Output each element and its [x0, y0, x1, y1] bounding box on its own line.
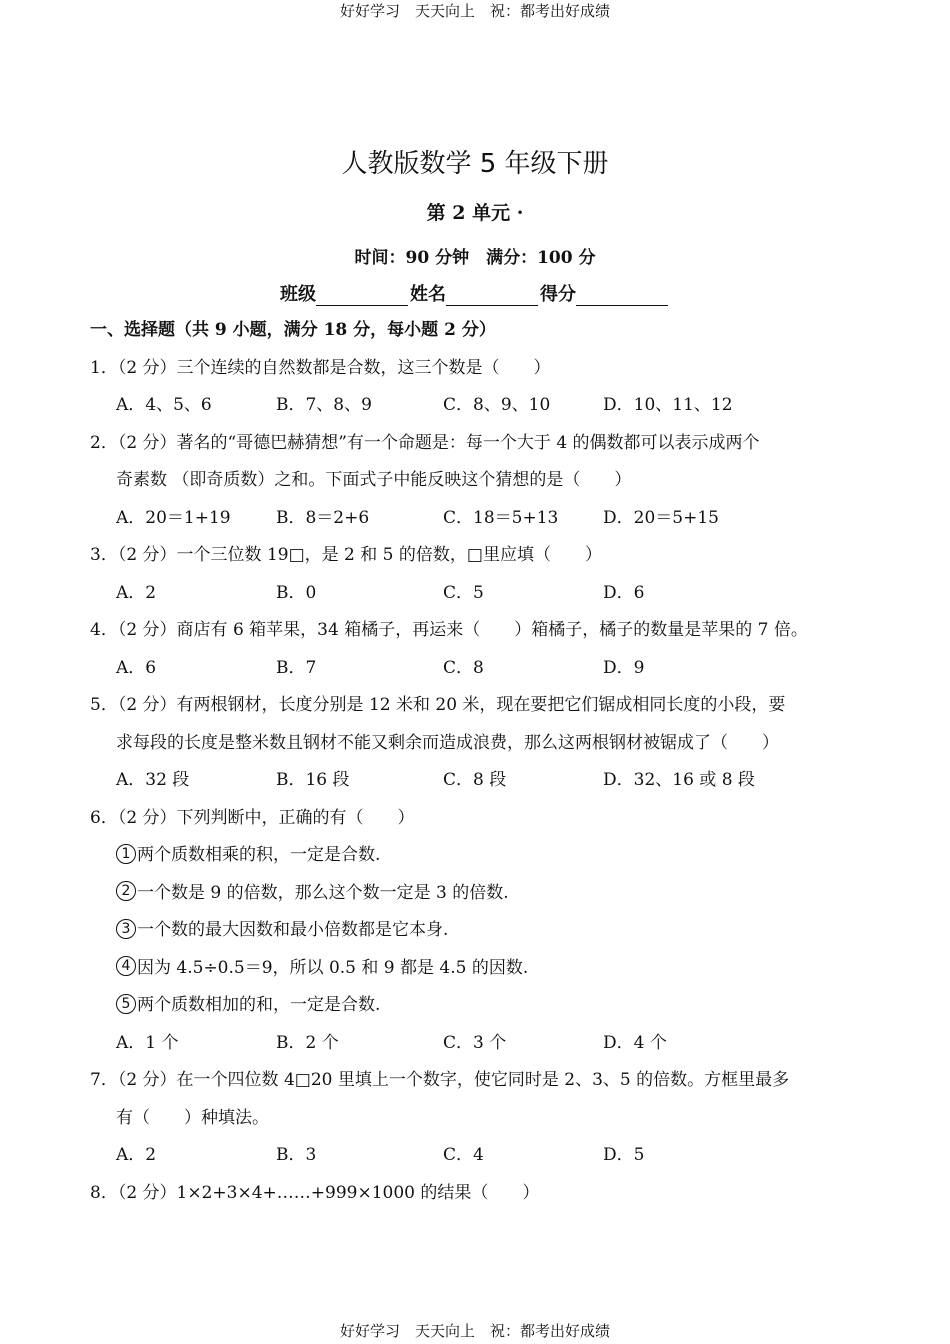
- option-a: A．1 个: [116, 1032, 179, 1053]
- statement-text: 两个质数相乘的积，一定是合数.: [137, 845, 381, 865]
- score-label: 得分: [540, 284, 576, 305]
- statement-5: [90, 990, 870, 1028]
- option-c: C．3 个: [443, 1032, 507, 1053]
- option-c: C．5: [443, 582, 484, 603]
- option-a: A．6: [116, 657, 157, 678]
- question-7-line-2: 有（ ）种填法。: [116, 1107, 269, 1128]
- option-b: B．7、8、9: [276, 395, 372, 415]
- question-4-options: [90, 653, 870, 691]
- option-b: B．3: [276, 1145, 317, 1165]
- option-d: D．10、11、12: [603, 395, 733, 415]
- option-b: B．8＝2+6: [276, 507, 370, 528]
- option-d: D．32、16 或 8 段: [603, 770, 755, 790]
- class-blank[interactable]: [316, 285, 408, 306]
- option-b: B．0: [276, 582, 317, 603]
- page-footer: 好好学习 天天向上 祝：都考出好成绩: [339, 1322, 610, 1340]
- time-info: 时间：90 分钟 满分：100 分: [354, 248, 596, 268]
- question-5-line-2: 求每段的长度是整米数且钢材不能又剩余而造成浪费，那么这两根钢材被锯成了（ ）: [116, 732, 779, 753]
- option-d: D．9: [603, 657, 645, 678]
- question-6: 6．（2 分）下列判断中，正确的有（ ）: [90, 807, 415, 828]
- circled-number-1: 1: [116, 844, 136, 864]
- option-d: D．5: [603, 1145, 645, 1165]
- statement-text: 因为 4.5÷0.5＝9，所以 0.5 和 9 都是 4.5 的因数.: [137, 957, 529, 978]
- option-a: A．2: [116, 1145, 157, 1165]
- class-label: 班级: [280, 284, 316, 305]
- option-a: A．20＝1+19: [116, 507, 231, 528]
- option-c: C．8: [443, 657, 484, 678]
- student-fields: [0, 280, 950, 306]
- unit-label: 第 2 单元 ·: [426, 202, 524, 224]
- circled-number-2: 2: [116, 881, 136, 901]
- statement-4: [90, 953, 870, 991]
- document-title: 人教版数学 5 年级下册: [341, 149, 609, 179]
- name-label: 姓名: [410, 284, 446, 305]
- question-5-options: [90, 765, 870, 803]
- question-3: 3．（2 分）一个三位数 19□，是 2 和 5 的倍数，□里应填（ ）: [90, 545, 602, 565]
- question-7-options: [90, 1140, 870, 1178]
- option-a: A．4、5、6: [116, 395, 212, 415]
- question-8: 8．（2 分）1×2+3×4+……+999×1000 的结果（ ）: [90, 1182, 540, 1203]
- circled-number-4: 4: [116, 956, 136, 976]
- statement-text: 一个数是 9 的倍数，那么这个数一定是 3 的倍数.: [137, 882, 509, 903]
- option-b: B．2 个: [276, 1032, 339, 1053]
- question-2-options: [90, 503, 870, 541]
- score-blank[interactable]: [576, 285, 668, 306]
- option-a: A．32 段: [116, 770, 190, 790]
- option-a: A．2: [116, 582, 157, 603]
- option-c: C．18＝5+13: [443, 507, 559, 528]
- question-4: 4．（2 分）商店有 6 箱苹果，34 箱橘子，再运来（ ）箱橘子，橘子的数量是苹果的 7 倍。: [90, 620, 808, 640]
- question-7-line-1: 7．（2 分）在一个四位数 4□20 里填上一个数字，使它同时是 2、3、5 的倍数。方框里最多: [90, 1070, 790, 1090]
- statement-3: [90, 915, 870, 953]
- statement-2: [90, 878, 870, 916]
- option-c: C．8、9、10: [443, 395, 551, 415]
- option-d: D．6: [603, 582, 645, 603]
- question-6-options: [90, 1028, 870, 1066]
- option-d: D．20＝5+15: [603, 507, 719, 528]
- question-2-line-2: 奇素数 （即奇质数）之和。下面式子中能反映这个猜想的是（ ）: [116, 470, 632, 490]
- question-1-options: [90, 390, 870, 428]
- question-list: [90, 315, 870, 1215]
- question-5-line-1: 5．（2 分）有两根钢材，长度分别是 12 米和 20 米，现在要把它们锯成相同长度的小段，要: [90, 695, 786, 715]
- name-blank[interactable]: [446, 285, 538, 306]
- section-heading: 一、选择题（共 9 小题，满分 18 分，每小题 2 分）: [90, 320, 496, 340]
- question-1: 1．（2 分）三个连续的自然数都是合数，这三个数是（ ）: [90, 357, 551, 378]
- option-d: D．4 个: [603, 1032, 667, 1053]
- question-3-options: [90, 578, 870, 616]
- circled-number-5: 5: [116, 994, 136, 1014]
- option-c: C．4: [443, 1145, 484, 1165]
- circled-number-3: 3: [116, 919, 136, 939]
- statement-text: 两个质数相加的和，一定是合数.: [137, 995, 381, 1015]
- page-header: 好好学习 天天向上 祝：都考出好成绩: [339, 2, 610, 20]
- option-b: B．7: [276, 657, 317, 678]
- question-2-line-1: 2．（2 分）著名的“哥德巴赫猜想”有一个命题是：每一个大于 4 的偶数都可以表示成两个: [90, 432, 760, 453]
- statement-text: 一个数的最大因数和最小倍数都是它本身.: [137, 920, 449, 940]
- statement-1: [90, 840, 870, 878]
- option-c: C．8 段: [443, 770, 507, 790]
- option-b: B．16 段: [276, 770, 350, 790]
